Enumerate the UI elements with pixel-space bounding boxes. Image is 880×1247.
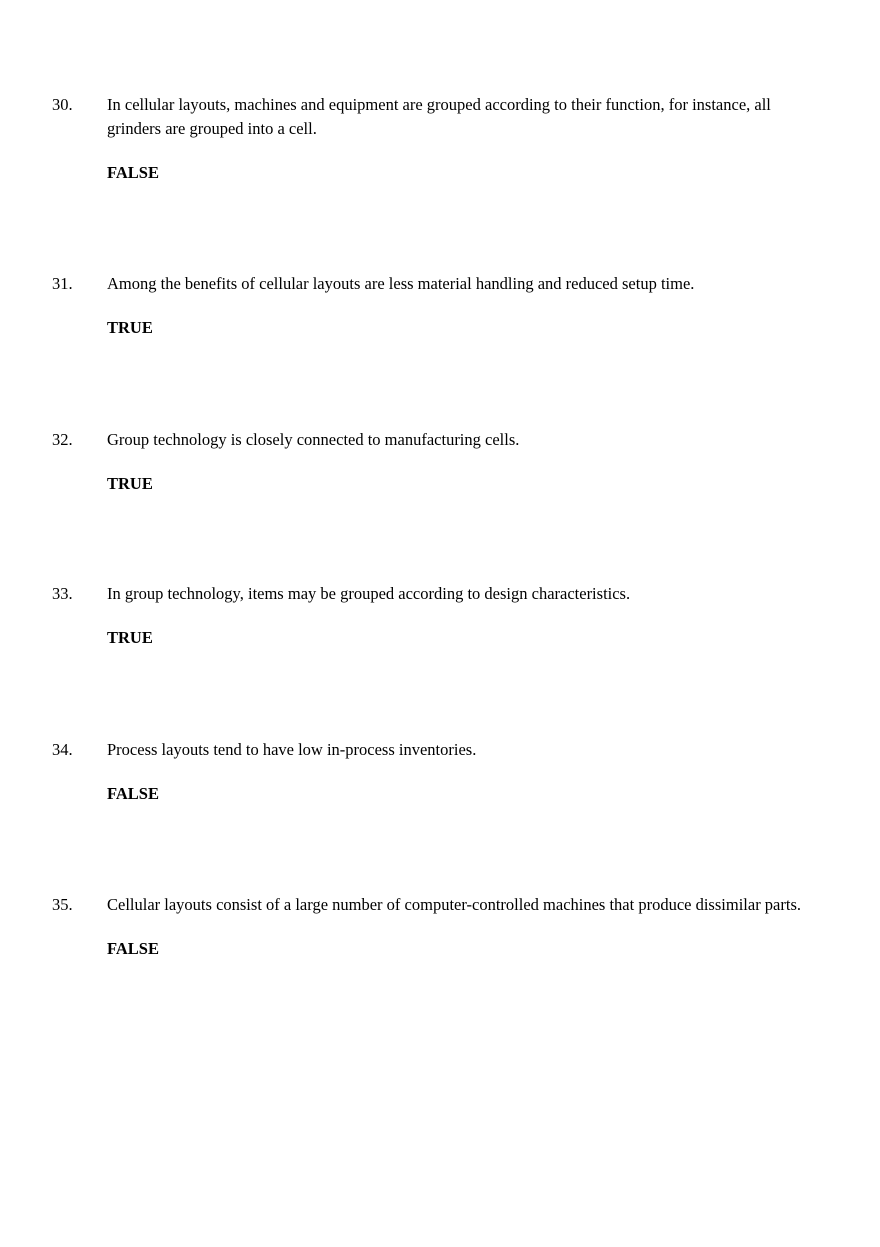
question-31	[52, 272, 812, 340]
answer: TRUE	[107, 318, 153, 337]
answer: TRUE	[107, 628, 153, 647]
question-text: Process layouts tend to have low in-process inventories.	[107, 740, 477, 759]
question-number: 34.	[52, 740, 73, 759]
answer: FALSE	[107, 163, 159, 182]
question-text: Among the benefits of cellular layouts are less material handling and reduced setup time.	[107, 274, 695, 293]
question-35	[52, 893, 812, 961]
answer: FALSE	[107, 939, 159, 958]
question-text: Cellular layouts consist of a large number of computer-controlled machines that produce dissimilar parts.	[107, 895, 802, 914]
question-30	[52, 93, 812, 185]
question-number: 35.	[52, 895, 73, 914]
question-number: 31.	[52, 274, 73, 293]
question-32	[52, 428, 812, 496]
question-34	[52, 738, 812, 806]
question-number: 33.	[52, 584, 73, 603]
question-text: In group technology, items may be grouped according to design characteristics.	[107, 584, 631, 603]
question-33	[52, 582, 812, 650]
answer: FALSE	[107, 784, 159, 803]
question-number: 32.	[52, 430, 73, 449]
question-text: Group technology is closely connected to manufacturing cells.	[107, 430, 520, 449]
question-number: 30.	[52, 95, 73, 114]
question-text: In cellular layouts, machines and equipment are grouped according to their function, for instance, all grinders are grouped into a cell.	[107, 95, 771, 138]
answer: TRUE	[107, 474, 153, 493]
